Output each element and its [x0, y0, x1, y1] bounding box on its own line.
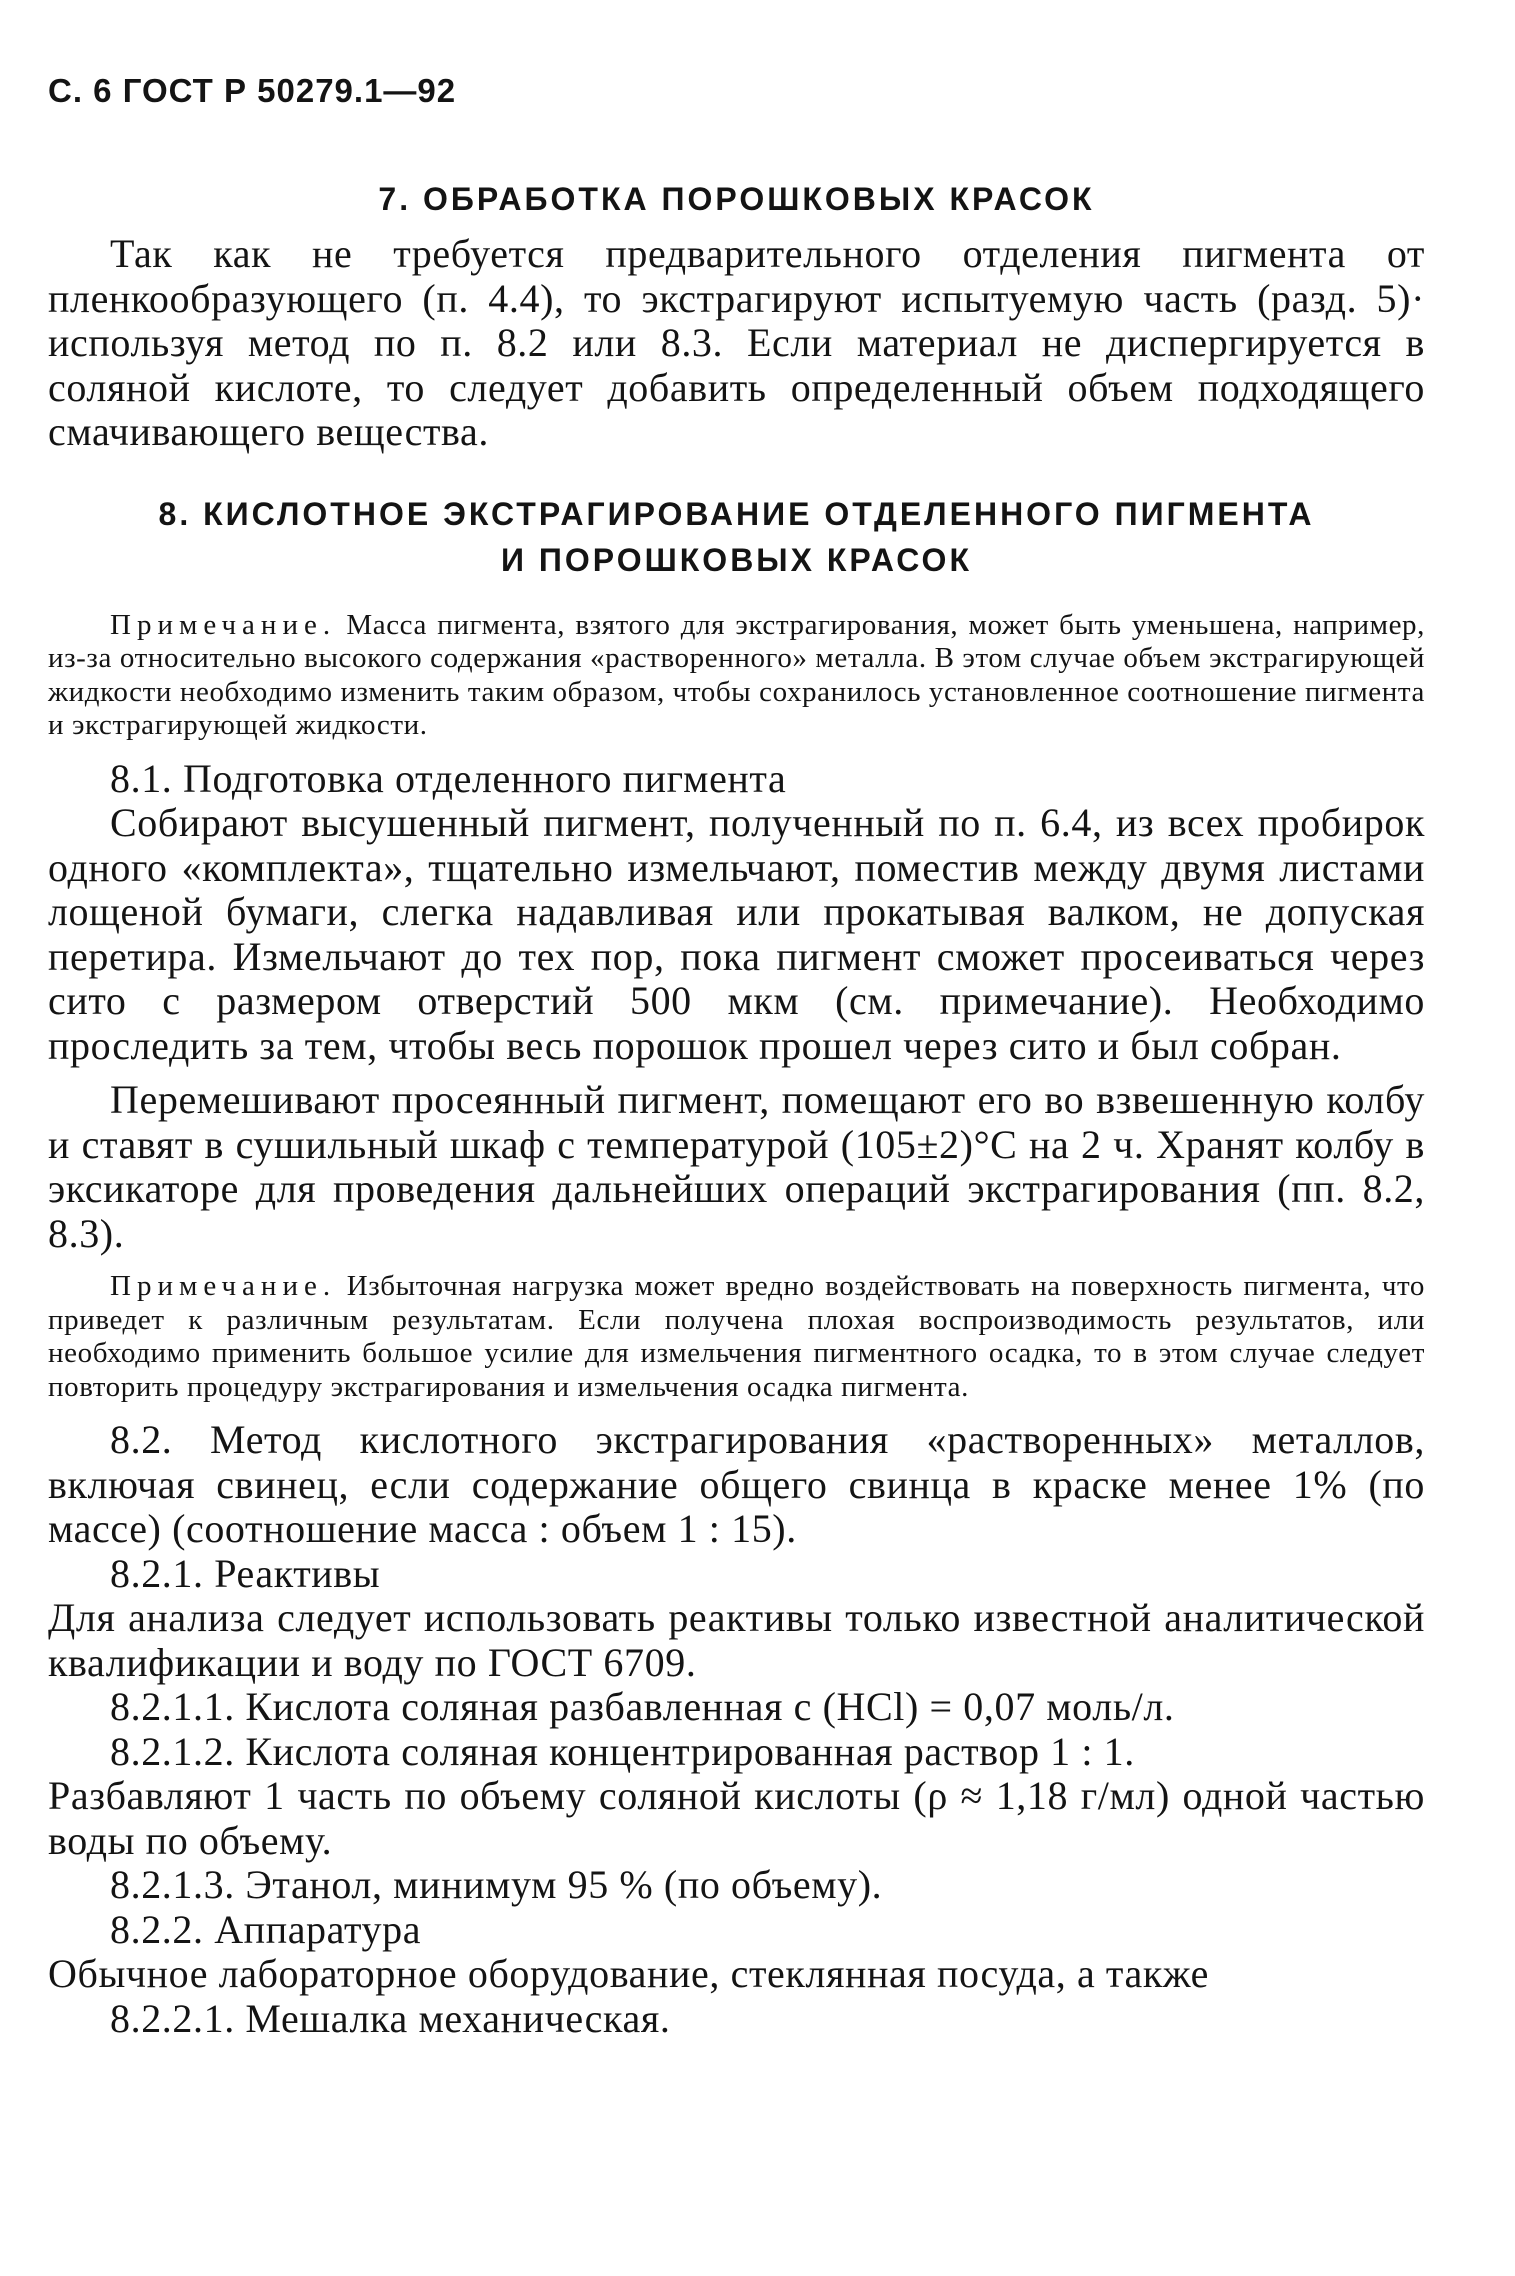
section-8-heading	[48, 491, 1425, 583]
note-2-label: Примечание.	[110, 1270, 337, 1302]
note-1-text: Масса пигмента, взятого для экстрагирования, может быть уменьшена, например, из-за относительно высокого содержания «растворенного» металла. В этом случае объем экстрагирующей жидкости необходимо изменить таким образом, чтобы сохранилось установленное соотношение пигмента и экстрагирующей жидкости.	[48, 608, 1425, 741]
clause-8-1-paragraph-1: Собирают высушенный пигмент, полученный по п. 6.4, из всех пробирок одного «комплекта», тщательно измельчают, поместив между двумя листами лощеной бумаги, слегка надавливая или прокатывая валком, не допуская перетира. Измельчают до тех пор, пока пигмент сможет просеиваться через сито с размером отверстий 500 мкм (см. примечание). Необходимо проследить за тем, чтобы весь порошок прошел через сито и был собран.	[48, 800, 1425, 1068]
note-1	[48, 609, 1425, 743]
clause-8-2-1-2-text: Разбавляют 1 часть по объему соляной кислоты (ρ ≈ 1,18 г/мл) одной частью воды по объему.	[48, 1773, 1425, 1863]
section-7-paragraph: Так как не требуется предварительного отделения пигмента от пленкообразующего (п. 4.4), то экстрагируют испытуемую часть (разд. 5)· используя метод по п. 8.2 или 8.3. Если материал не диспергируется в соляной кислоте, то следует добавить определенный объем подходящего смачивающего вещества.	[48, 231, 1425, 454]
note-1-label: Примечание.	[110, 608, 337, 641]
clause-8-2-2-text: Обычное лабораторное оборудование, стеклянная посуда, а также	[48, 1951, 1209, 1996]
clause-8-2-1-title: 8.2.1. Реактивы	[110, 1550, 381, 1596]
section-7-heading: 7. ОБРАБОТКА ПОРОШКОВЫХ КРАСОК	[378, 181, 1095, 217]
clause-8-2: 8.2. Метод кислотного экстрагирования «растворенных» металлов, включая свинец, если содержание общего свинца в краске менее 1% (по массе) (соотношение масса : объем 1 : 15).	[48, 1417, 1425, 1551]
running-head: С. 6 ГОСТ Р 50279.1—92	[48, 72, 457, 109]
section-8-heading-line1: 8. КИСЛОТНОЕ ЭКСТРАГИРОВАНИЕ ОТДЕЛЕННОГО ПИГМЕНТА	[158, 495, 1315, 532]
clause-8-2-2-title: 8.2.2. Аппаратура	[110, 1906, 422, 1952]
clause-8-2-1-1: 8.2.1.1. Кислота соляная разбавленная c (HCl) = 0,07 моль/л.	[110, 1684, 1175, 1729]
section-8-heading-line2: И ПОРОШКОВЫХ КРАСОК	[501, 541, 972, 578]
clause-8-2-2-1: 8.2.2.1. Мешалка механическая.	[110, 1995, 671, 2041]
note-2-text: Избыточная нагрузка может вредно воздействовать на поверхность пигмента, что приведет к различным результатам. Если получена плохая воспроизводимость результатов, или необходимо применить большое усилие для измельчения пигментного осадка, то в этом случае следует повторить процедуру экстрагирования и измельчения осадка пигмента.	[48, 1270, 1425, 1403]
clause-8-1-title: 8.1. Подготовка отделенного пигмента	[110, 755, 787, 801]
clause-8-2-1-text: Для анализа следует использовать реактивы только известной аналитической квалификации и воду по ГОСТ 6709.	[48, 1595, 1425, 1685]
clause-8-2-1-2: 8.2.1.2. Кислота соляная концентрированная раствор 1 : 1.	[110, 1728, 1135, 1774]
clause-8-1-paragraph-2: Перемешивают просеянный пигмент, помещают его во взвешенную колбу и ставят в сушильный шкаф с температурой (105±2)°С на 2 ч. Хранят колбу в эксикаторе для проведения дальнейших операций экстрагирования (пп. 8.2, 8.3).	[48, 1077, 1425, 1256]
clause-8-2-1-3: 8.2.1.3. Этанол, минимум 95 % (по объему).	[110, 1862, 883, 1907]
note-2	[48, 1270, 1425, 1404]
